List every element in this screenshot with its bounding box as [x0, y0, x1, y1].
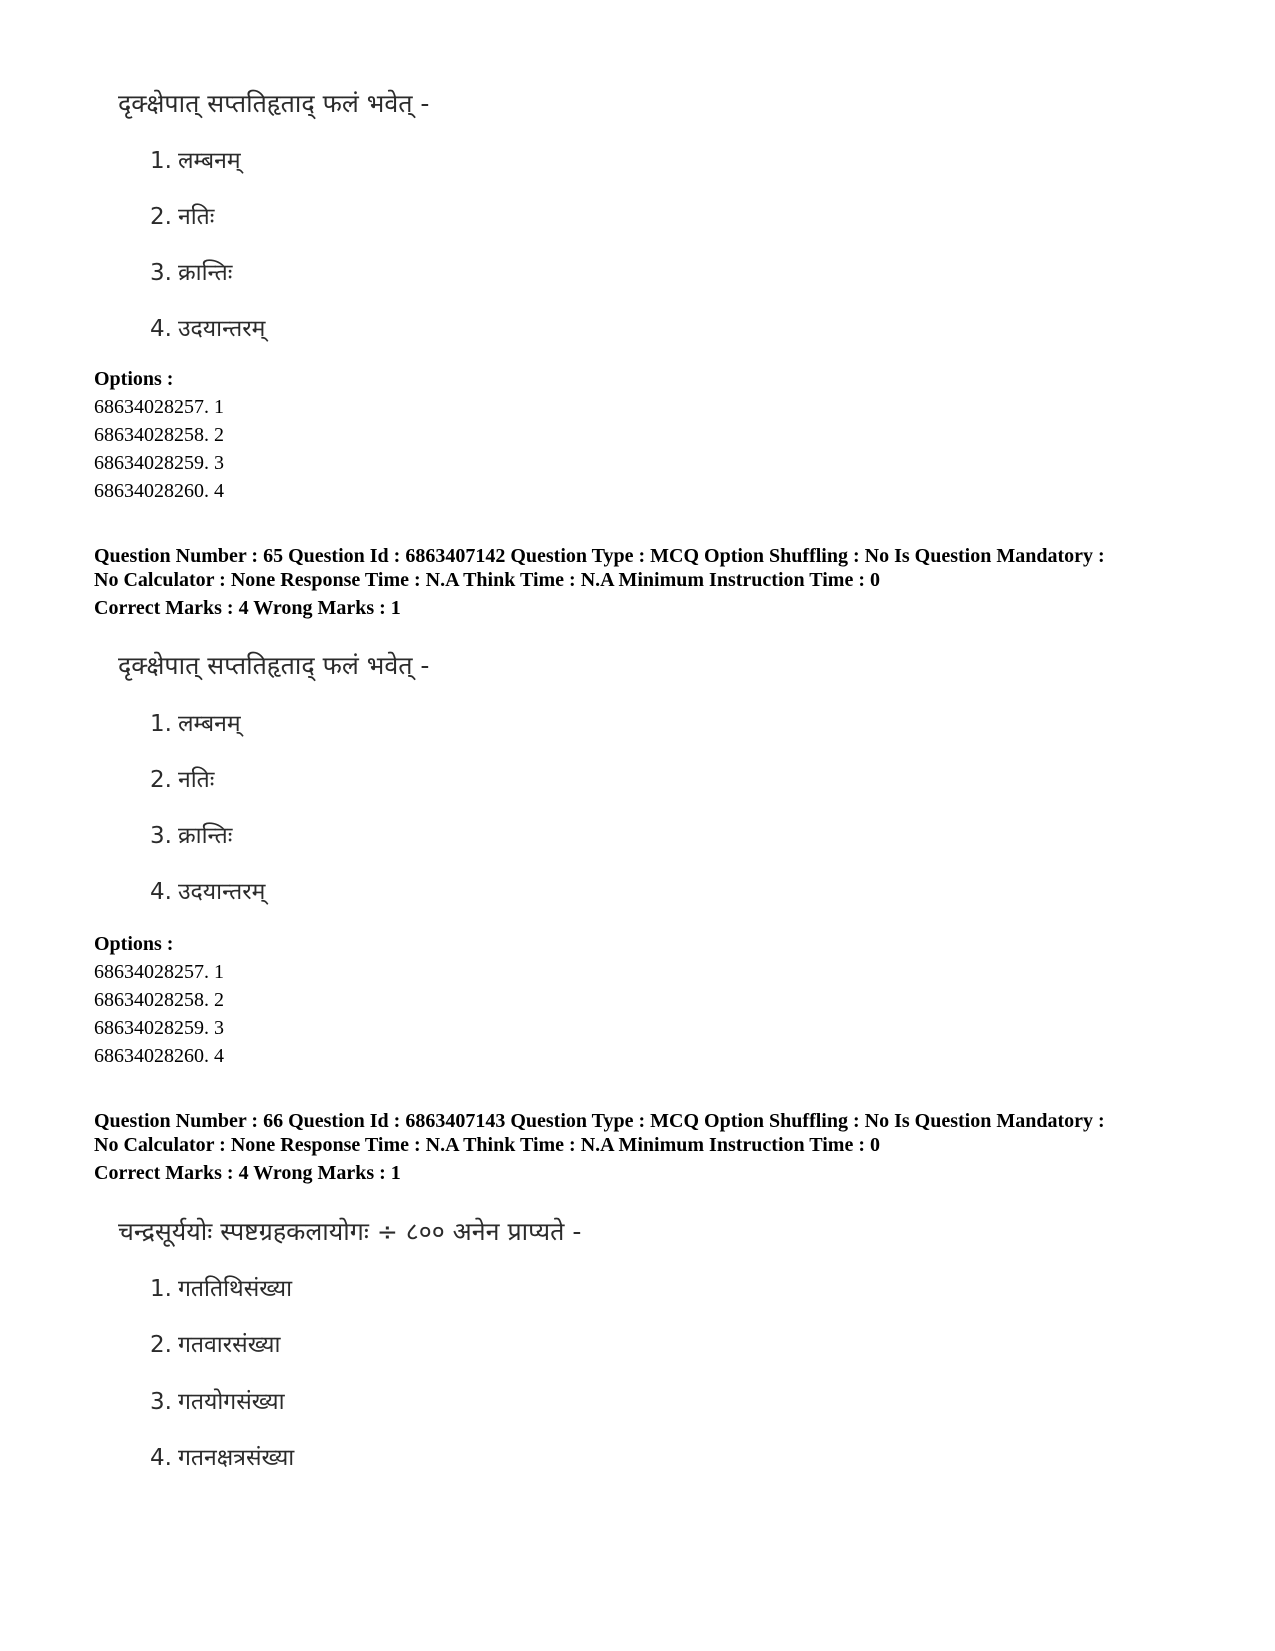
choice-number: 1.	[150, 1276, 172, 1302]
choice-text: उदयान्तरम्	[177, 316, 266, 342]
choice-text: गततिथिसंख्या	[177, 1276, 293, 1302]
choice-text: उदयान्तरम्	[177, 879, 266, 905]
option-row: 68634028260. 4	[94, 480, 224, 502]
option-row: 68634028257. 1	[94, 961, 224, 983]
choice-item	[150, 255, 232, 287]
choice-item	[150, 874, 265, 906]
options-label: Options :	[94, 368, 174, 390]
question-meta-line-1: Question Number : 65 Question Id : 6863407142 Question Type : MCQ Option Shuffling : No Is Question Mandatory :	[94, 545, 1105, 567]
choice-item	[150, 143, 241, 175]
marks-line: Correct Marks : 4 Wrong Marks : 1	[94, 597, 401, 619]
choice-item	[150, 199, 214, 231]
choice-item	[150, 1384, 285, 1416]
option-row: 68634028258. 2	[94, 424, 224, 446]
choice-text: क्रान्तिः	[177, 260, 233, 286]
options-label: Options :	[94, 933, 174, 955]
option-row: 68634028260. 4	[94, 1045, 224, 1067]
question-text: चन्द्रसूर्ययोः स्पष्टग्रहकलायोगः ÷ ८०० अनेन प्राप्यते -	[118, 1217, 582, 1246]
choice-item	[150, 1327, 280, 1359]
choice-item	[150, 762, 214, 794]
choice-number: 3.	[150, 260, 172, 286]
choice-number: 2.	[150, 1332, 172, 1358]
choice-item	[150, 311, 265, 343]
choice-text: नतिः	[177, 767, 215, 793]
choice-text: गतनक्षत्रसंख्या	[177, 1445, 295, 1471]
choice-text: लम्बनम्	[177, 148, 241, 174]
option-row: 68634028257. 1	[94, 396, 224, 418]
choice-number: 1.	[150, 148, 172, 174]
option-row: 68634028258. 2	[94, 989, 224, 1011]
marks-line: Correct Marks : 4 Wrong Marks : 1	[94, 1162, 401, 1184]
choice-text: गतयोगसंख्या	[177, 1389, 285, 1415]
choice-item	[150, 818, 232, 850]
choice-number: 3.	[150, 1389, 172, 1415]
question-meta-line-2: No Calculator : None Response Time : N.A Think Time : N.A Minimum Instruction Time : 0	[94, 1134, 880, 1156]
question-text: दृक्क्षेपात् सप्ततिहृताद् फलं भवेत् -	[118, 89, 430, 118]
question-text: दृक्क्षेपात् सप्ततिहृताद् फलं भवेत् -	[118, 651, 430, 680]
choice-number: 2.	[150, 204, 172, 230]
choice-text: क्रान्तिः	[177, 823, 233, 849]
choice-text: लम्बनम्	[177, 711, 241, 737]
option-row: 68634028259. 3	[94, 452, 224, 474]
choice-item	[150, 1271, 292, 1303]
choice-number: 4.	[150, 879, 172, 905]
choice-item	[150, 1440, 294, 1472]
choice-number: 1.	[150, 711, 172, 737]
question-meta-line-1: Question Number : 66 Question Id : 6863407143 Question Type : MCQ Option Shuffling : No Is Question Mandatory :	[94, 1110, 1105, 1132]
question-meta-line-2: No Calculator : None Response Time : N.A Think Time : N.A Minimum Instruction Time : 0	[94, 569, 880, 591]
choice-text: नतिः	[177, 204, 215, 230]
choice-text: गतवारसंख्या	[177, 1332, 281, 1358]
choice-number: 4.	[150, 316, 172, 342]
choice-number: 3.	[150, 823, 172, 849]
choice-item	[150, 706, 241, 738]
choice-number: 4.	[150, 1445, 172, 1471]
option-row: 68634028259. 3	[94, 1017, 224, 1039]
choice-number: 2.	[150, 767, 172, 793]
